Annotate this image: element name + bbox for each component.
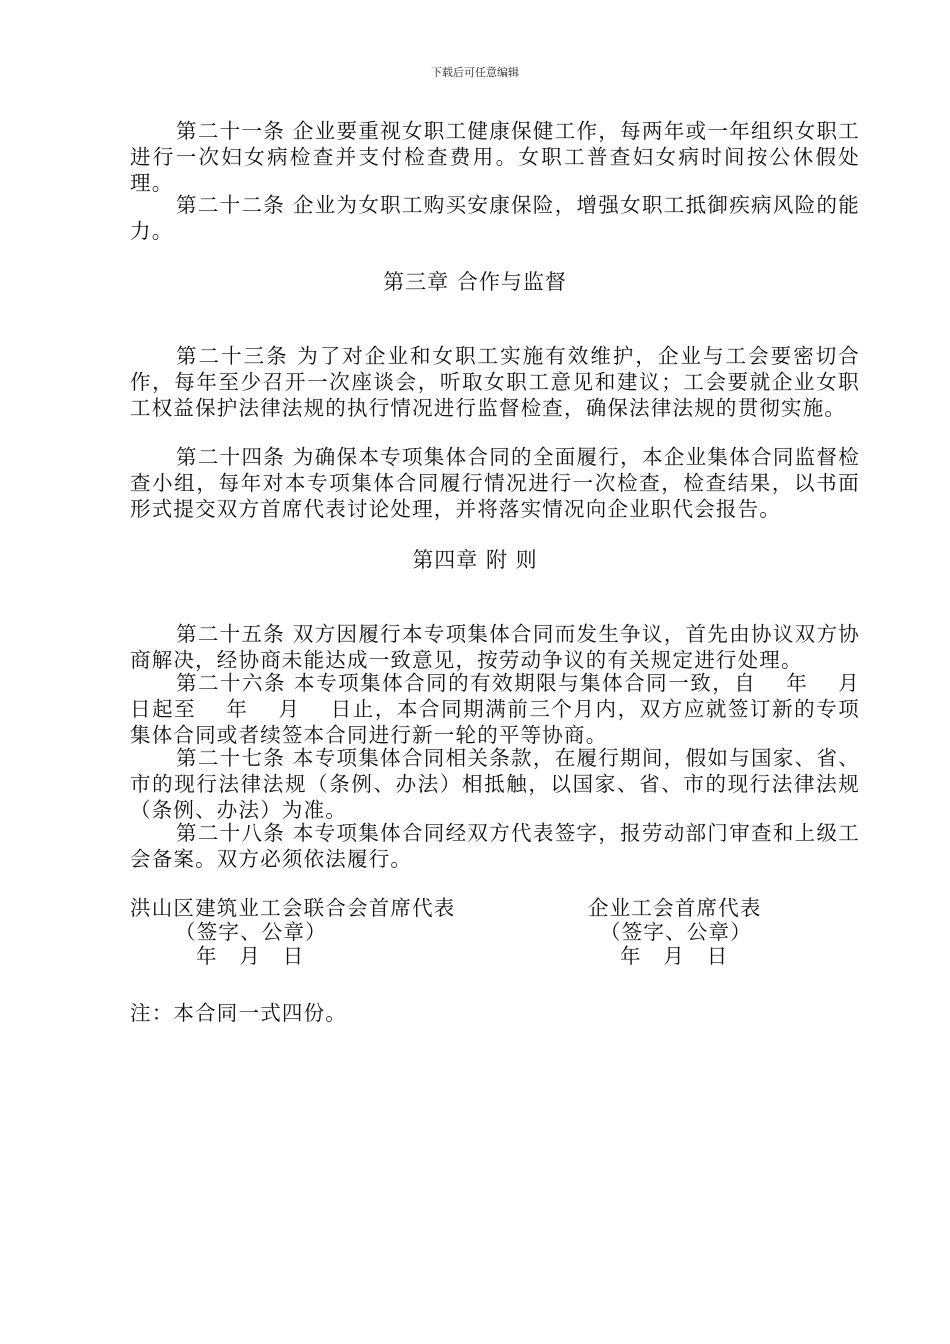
right-signatory-date: 年 月 日 [620,944,729,968]
article-23: 第二十三条 为了对企业和女职工实施有效维护，企业与工会要密切合作，每年至少召开一次座谈会，听取女职工意见和建议；工会要就企业女职工权益保护法律法规的执行情况进行监督检查，确保法律法规的贯彻实施。 [130,344,860,420]
article-26: 第二十六条 本专项集体合同的有效期限与集体合同一致，自 年 月 日起至 年 月 日止，本合同期满前三个月内，双方应就签订新的专项集体合同或者续签本合同进行新一轮的平等协商。 [130,671,890,747]
page-header: 下载后可任意编辑 [431,66,519,79]
article-21: 第二十一条 企业要重视女职工健康保健工作，每两年或一年组织女职工进行一次妇女病检查并支付检查费用。女职工普查妇女病时间按公休假处理。 [130,119,860,195]
article-22: 第二十二条 企业为女职工购买安康保险，增强女职工抵御疾病风险的能力。 [130,193,860,243]
footnote: 注：本合同一式四份。 [130,1001,347,1025]
article-28: 第二十八条 本专项集体合同经双方代表签字，报劳动部门审查和上级工会备案。双方必须依法履行。 [130,821,860,871]
right-signatory-seal: （签字、公章） [600,920,752,944]
left-signatory-seal: （签字、公章） [175,920,327,944]
chapter-4-title: 第四章 附 则 [412,548,538,572]
left-signatory-title: 洪山区建筑业工会联合会首席代表 [130,896,456,920]
right-signatory-title: 企业工会首席代表 [588,896,762,920]
chapter-3-title: 第三章 合作与监督 [383,270,567,294]
left-signatory-date: 年 月 日 [196,944,305,968]
article-27: 第二十七条 本专项集体合同相关条款，在履行期间，假如与国家、省、市的现行法律法规（条例、办法）相抵触，以国家、省、市的现行法律法规（条例、办法）为准。 [130,746,860,822]
article-25: 第二十五条 双方因履行本专项集体合同而发生争议，首先由协议双方协商解决，经协商未能达成一致意见，按劳动争议的有关规定进行处理。 [130,622,860,672]
article-24: 第二十四条 为确保本专项集体合同的全面履行，本企业集体合同监督检查小组，每年对本专项集体合同履行情况进行一次检查，检查结果，以书面形式提交双方首席代表讨论处理，并将落实情况向企业职代会报告。 [130,445,860,521]
